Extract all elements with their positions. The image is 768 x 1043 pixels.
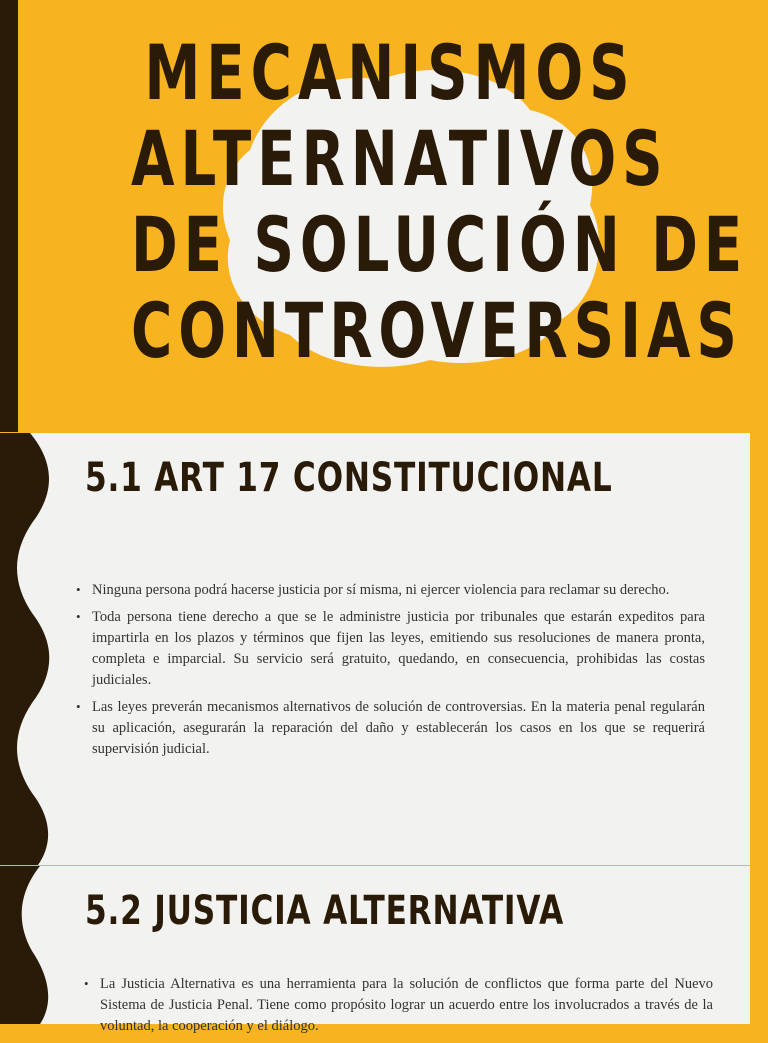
bullet-list <box>86 974 713 1043</box>
wave-border <box>0 866 60 1024</box>
title-line-4: CONTROVERSIAS <box>131 286 743 375</box>
title-slide <box>0 0 768 432</box>
section-heading: 5.2 JUSTICIA ALTERNATIVA <box>85 888 565 934</box>
section-heading: 5.1 ART 17 CONSTITUCIONAL <box>85 455 613 501</box>
bullet-item: • Las leyes preverán mecanismos alternativos de solución de controversias. En la materia penal regularán su aplicación, asegurarán la reparación del daño y establecerán los casos en los que se requerirá supervisión judicial. <box>78 697 705 760</box>
section-slide-justicia <box>0 866 768 1034</box>
wave-shape <box>0 866 48 1024</box>
title-line-3: DE SOLUCIÓN DE <box>131 200 749 289</box>
slide-title <box>131 28 749 375</box>
wave-border <box>0 433 60 865</box>
title-line-2: ALTERNATIVOS <box>131 114 669 203</box>
bullet-list <box>78 580 705 766</box>
title-line-1: MECANISMOS <box>144 28 636 117</box>
wave-shape <box>0 433 49 865</box>
section-slide-art17 <box>0 433 768 865</box>
bullet-item: • Toda persona tiene derecho a que se le administre justicia por tribunales que estarán expeditos para impartirla en los plazos y términos que fijen las leyes, emitiendo sus resoluciones de manera pronta, completa e imparcial. Su servicio será gratuito, quedando, en consecuencia, prohibidas las costas judiciales. <box>78 607 705 691</box>
bullet-item: • La Justicia Alternativa es una herramienta para la solución de conflictos que forma parte del Nuevo Sistema de Justicia Penal. Tiene como propósito lograr un acuerdo entre los involucrados a través de la voluntad, la cooperación y el diálogo. <box>86 974 713 1037</box>
bullet-item: • Ninguna persona podrá hacerse justicia por sí misma, ni ejercer violencia para reclamar su derecho. <box>78 580 705 601</box>
